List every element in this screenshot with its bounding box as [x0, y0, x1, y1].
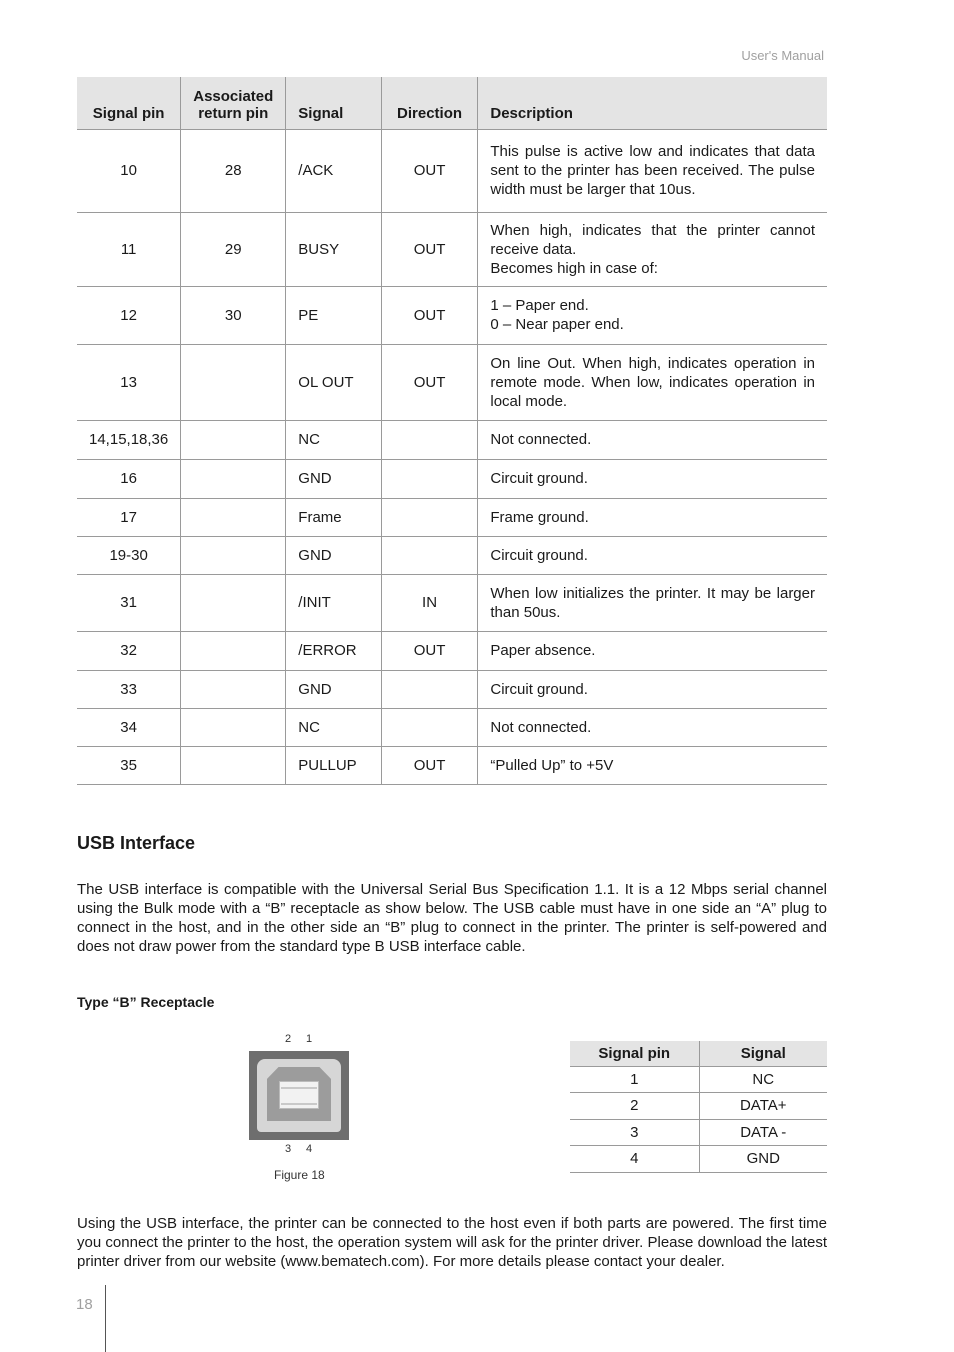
cell-return-pin: 30 [181, 286, 286, 344]
cell-description: Frame ground. [478, 498, 827, 536]
table-row [77, 498, 827, 536]
table-row [77, 670, 827, 708]
running-header: User's Manual [741, 48, 824, 63]
table-row [570, 1119, 827, 1146]
pin-label-2: 2 [285, 1033, 292, 1045]
table-header-row [570, 1041, 827, 1066]
contact-line [281, 1103, 317, 1105]
cell-signal-pin: 16 [77, 459, 181, 498]
cell-description: When low initializes the printer. It may be larger than 50us. [478, 574, 827, 631]
parallel-pin-table [77, 77, 827, 785]
table-row [77, 286, 827, 344]
cell-direction [381, 670, 478, 708]
cell-direction: OUT [381, 212, 478, 286]
cell-signal-pin: 12 [77, 286, 181, 344]
cell-signal-pin: 13 [77, 344, 181, 420]
cell-signal-pin: 1 [570, 1066, 699, 1093]
col-header-signal-pin: Signal pin [77, 77, 181, 129]
cell-description: Not connected. [478, 708, 827, 746]
cell-signal-pin: 4 [570, 1146, 699, 1173]
cell-return-pin [181, 708, 286, 746]
cell-signal: GND [286, 670, 381, 708]
table-row [77, 746, 827, 784]
cell-signal-pin: 14,15,18,36 [77, 420, 181, 459]
cell-direction [381, 536, 478, 574]
cell-direction: OUT [381, 746, 478, 784]
cell-description: “Pulled Up” to +5V [478, 746, 827, 784]
table-row [77, 420, 827, 459]
cell-direction: OUT [381, 631, 478, 670]
table-row [570, 1146, 827, 1173]
col-header-description: Description [478, 77, 827, 129]
col-header-signal: Signal [699, 1041, 827, 1066]
pin-label-1: 1 [306, 1033, 313, 1045]
cell-direction: OUT [381, 344, 478, 420]
cell-signal-pin: 19-30 [77, 536, 181, 574]
cell-signal: NC [286, 420, 381, 459]
cell-description: Circuit ground. [478, 670, 827, 708]
table-row [570, 1093, 827, 1120]
cell-signal-pin: 10 [77, 129, 181, 212]
cell-signal-pin: 33 [77, 670, 181, 708]
cell-signal: DATA+ [699, 1093, 827, 1120]
table-row [77, 631, 827, 670]
cell-description: When high, indicates that the printer cannot receive data. Becomes high in case of: [478, 212, 827, 286]
cell-signal: NC [699, 1066, 827, 1093]
cell-signal: GND [286, 536, 381, 574]
usb-closing-paragraph: Using the USB interface, the printer can be connected to the host even if both parts are powered. The first time you connect the printer to the host, the operation system will ask for the printer driver. Please download the latest printer driver from our website (www.bematech.com). For more details please contact your dealer. [77, 1215, 827, 1270]
table-row [77, 212, 827, 286]
table-row [77, 459, 827, 498]
col-header-signal: Signal [286, 77, 381, 129]
cell-direction [381, 498, 478, 536]
table-row [77, 708, 827, 746]
cell-direction [381, 420, 478, 459]
cell-signal: GND [699, 1146, 827, 1173]
receptacle-subtitle: Type “B” Receptacle [77, 994, 215, 1010]
cell-direction [381, 708, 478, 746]
cell-return-pin [181, 670, 286, 708]
cell-signal: DATA - [699, 1119, 827, 1146]
cell-signal-pin: 2 [570, 1093, 699, 1120]
cell-return-pin [181, 459, 286, 498]
cell-return-pin [181, 536, 286, 574]
cell-direction: OUT [381, 286, 478, 344]
cell-description: Circuit ground. [478, 459, 827, 498]
pin-label-3: 3 [285, 1143, 292, 1155]
cell-description: Not connected. [478, 420, 827, 459]
col-header-signal-pin: Signal pin [570, 1041, 699, 1066]
cell-signal: /INIT [286, 574, 381, 631]
cell-return-pin [181, 574, 286, 631]
cell-signal: BUSY [286, 212, 381, 286]
cell-direction [381, 459, 478, 498]
col-header-direction: Direction [381, 77, 478, 129]
table-header-row [77, 77, 827, 129]
pin-label-4: 4 [306, 1143, 313, 1155]
page-number: 18 [76, 1296, 93, 1313]
cell-return-pin [181, 746, 286, 784]
cell-return-pin: 28 [181, 129, 286, 212]
usb-pin-table [570, 1041, 827, 1173]
cell-direction: IN [381, 574, 478, 631]
cell-signal-pin: 3 [570, 1119, 699, 1146]
usb-receptacle-image [249, 1051, 349, 1140]
cell-return-pin [181, 420, 286, 459]
cell-signal-pin: 34 [77, 708, 181, 746]
table-row [77, 129, 827, 212]
cell-description: Circuit ground. [478, 536, 827, 574]
cell-signal-pin: 17 [77, 498, 181, 536]
usb-section-title: USB Interface [77, 833, 196, 853]
footer-divider [105, 1285, 106, 1352]
table-row [77, 574, 827, 631]
cell-signal: NC [286, 708, 381, 746]
cell-return-pin [181, 344, 286, 420]
cell-signal-pin: 11 [77, 212, 181, 286]
cell-signal: Frame [286, 498, 381, 536]
cell-signal-pin: 35 [77, 746, 181, 784]
cell-signal: /ERROR [286, 631, 381, 670]
cell-return-pin [181, 498, 286, 536]
cell-direction: OUT [381, 129, 478, 212]
usb-intro-paragraph: The USB interface is compatible with the Universal Serial Bus Specification 1.1. It is a 12 Mbps serial channel using the Bulk mode with a “B” receptacle as show below. The USB cable must have in one side an “A” plug to connect in the host, and in the other side an “B” plug to connect in the printer. The printer is self-powered and does not draw power from the standard type B USB interface cable. [77, 881, 827, 955]
table-row [77, 344, 827, 420]
cell-signal-pin: 32 [77, 631, 181, 670]
cell-signal: PE [286, 286, 381, 344]
cell-return-pin: 29 [181, 212, 286, 286]
figure-caption: Figure 18 [274, 1168, 325, 1182]
cell-signal: PULLUP [286, 746, 381, 784]
cell-description: 1 – Paper end. 0 – Near paper end. [478, 286, 827, 344]
cell-signal: /ACK [286, 129, 381, 212]
cell-signal-pin: 31 [77, 574, 181, 631]
cell-signal: GND [286, 459, 381, 498]
cell-return-pin [181, 631, 286, 670]
cell-description: Paper absence. [478, 631, 827, 670]
col-header-return-pin: Associated return pin [181, 77, 286, 129]
table-row [77, 536, 827, 574]
cell-description: On line Out. When high, indicates operation in remote mode. When low, indicates operation in local mode. [478, 344, 827, 420]
table-row [570, 1066, 827, 1093]
contact-line [281, 1087, 317, 1089]
cell-description: This pulse is active low and indicates that data sent to the printer has been received. The pulse width must be larger that 10us. [478, 129, 827, 212]
cell-signal: OL OUT [286, 344, 381, 420]
